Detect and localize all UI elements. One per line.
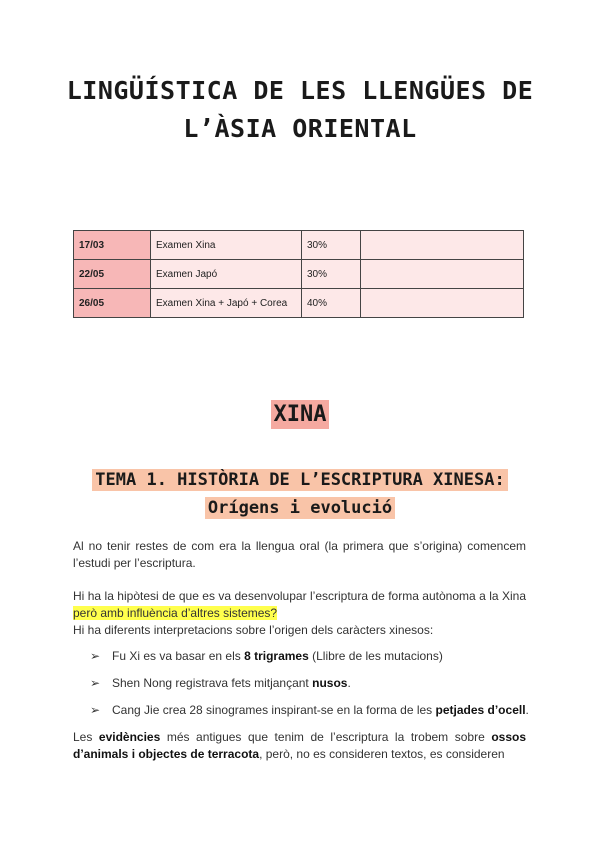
exam-table (73, 230, 524, 318)
paragraph-hypothesis: Hi ha la hipòtesi de que es va desenvolupar l’escriptura de forma autònoma a la Xina però amb influència d’altres sistemes? Hi ha diferents interpretacions sobre l’origen dels caràcters xinesos: (73, 589, 526, 637)
paragraph-evidence: Les evidències més antigues que tenim de l’escriptura la trobem sobre ossos d’animals i objectes de terracota, però, no es consideren textos, es consideren (73, 730, 526, 761)
exam-name: Examen Japó (151, 260, 302, 289)
exam-weight: 30% (302, 260, 361, 289)
list-item: ➢ Cang Jie crea 28 sinogrames inspirant-se en la forma de les petjades d’ocell. (90, 703, 529, 717)
topic-heading-line-2: Orígens i evolució (205, 497, 395, 519)
exam-date: 22/05 (74, 260, 151, 289)
exam-name: Examen Xina (151, 231, 302, 260)
table-row (74, 231, 524, 260)
exam-note (361, 231, 524, 260)
table-row (74, 289, 524, 318)
table-row (74, 260, 524, 289)
list-item: ➢ Shen Nong registrava fets mitjançant nusos. (90, 676, 351, 690)
exam-note (361, 260, 524, 289)
topic-heading-line-1: TEMA 1. HISTÒRIA DE L’ESCRIPTURA XINESA: (92, 469, 507, 491)
exam-date: 17/03 (74, 231, 151, 260)
exam-name: Examen Xina + Japó + Corea (151, 289, 302, 318)
arrowhead-bullet-icon: ➢ (90, 703, 101, 717)
highlighted-text: però amb influència d’altres sistemes? (73, 606, 278, 620)
title-line-2: L’ÀSIA ORIENTAL (183, 114, 417, 143)
list-item: ➢ Fu Xi es va basar en els 8 trigrames (Llibre de les mutacions) (90, 649, 443, 663)
arrowhead-bullet-icon: ➢ (90, 649, 101, 663)
arrowhead-bullet-icon: ➢ (90, 676, 101, 690)
document-title (0, 72, 600, 148)
exam-weight: 30% (302, 231, 361, 260)
exam-date: 26/05 (74, 289, 151, 318)
section-heading: XINA (0, 402, 600, 427)
exam-weight: 40% (302, 289, 361, 318)
title-line-1: LINGÜÍSTICA DE LES LLENGÜES DE (66, 76, 534, 105)
paragraph-intro: Al no tenir restes de com era la llengua oral (la primera que s’origina) comencem l’estudi per l’escriptura. (73, 539, 526, 570)
topic-heading (0, 466, 600, 522)
exam-note (361, 289, 524, 318)
